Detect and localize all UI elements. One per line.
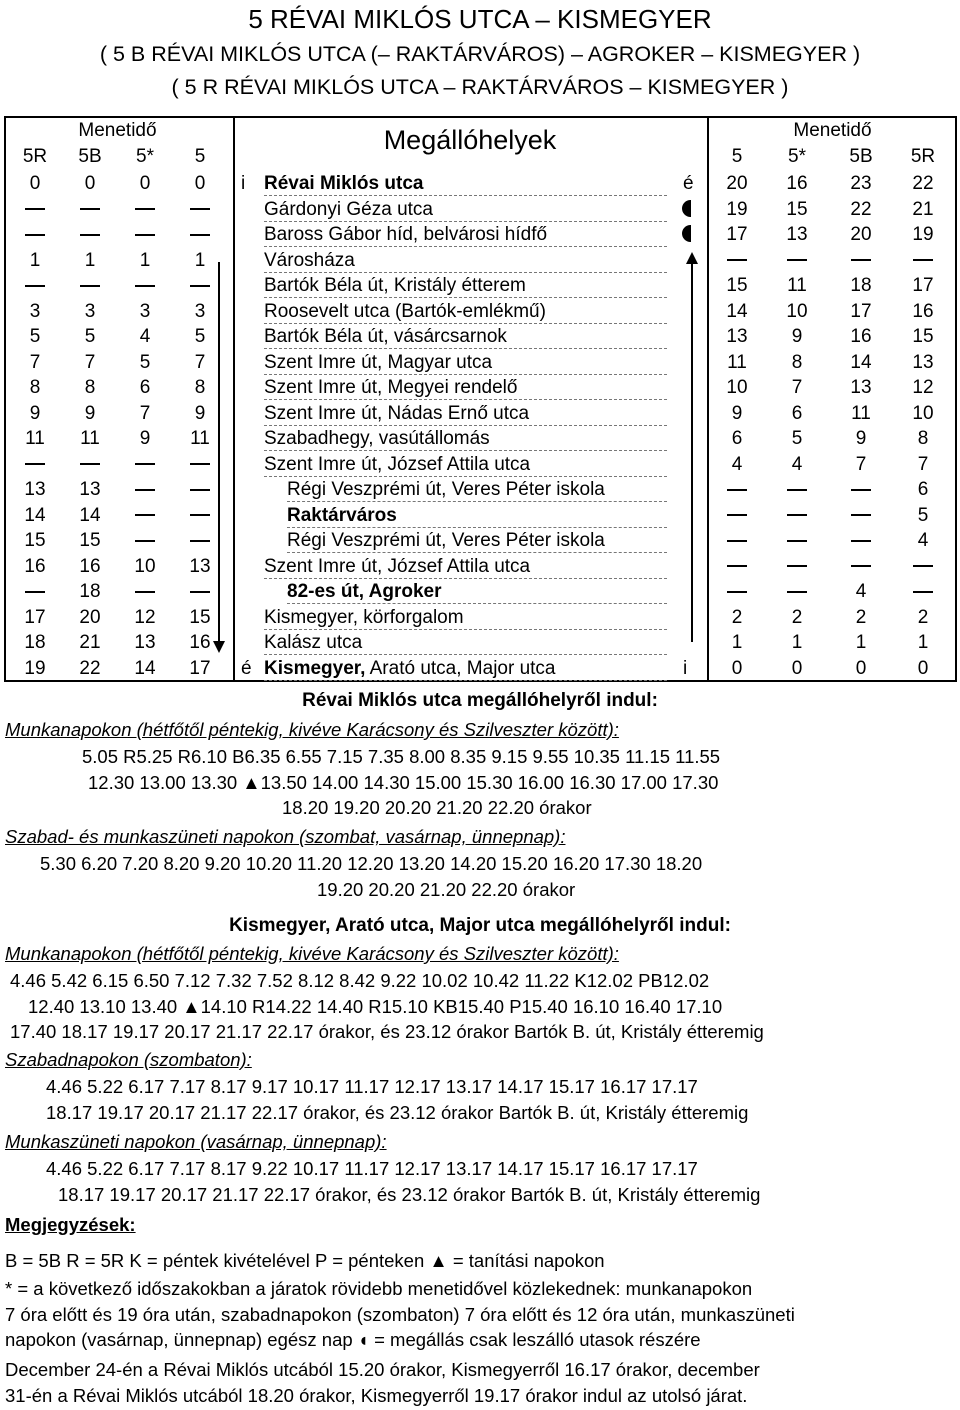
section2-weekday-label: Munkanapokon (hétfőtől péntekig, kivéve Karácsony és Szilveszter között): bbox=[5, 943, 619, 964]
table-top-border bbox=[4, 116, 957, 118]
row-cell-right bbox=[898, 250, 948, 272]
row-cell-left: 9 bbox=[194, 402, 206, 424]
stop-name: Régi Veszprémi út, Veres Péter iskola bbox=[287, 479, 605, 500]
stop-name: Szabadhegy, vasútállomás bbox=[264, 428, 490, 449]
time-line: 5.05 R5.25 R6.10 B6.35 6.55 7.15 7.35 8.00 8.35 9.15 9.55 10.35 11.15 11.55 bbox=[82, 746, 721, 767]
row-cell-right: 16 bbox=[912, 300, 934, 322]
time-line: napokon (vasárnap, ünnepnap) egész nap ◖ = megállás csak leszálló utasok részére bbox=[5, 1329, 701, 1350]
row-cell-left: 20 bbox=[79, 606, 101, 628]
row-cell-left: 11 bbox=[80, 428, 100, 449]
row-cell-right: 4 bbox=[731, 453, 743, 475]
header-col-left: 5 bbox=[194, 146, 206, 167]
stop-name: Városháza bbox=[264, 249, 355, 271]
row-cell-left: 11 bbox=[190, 428, 210, 449]
stop-leader-line bbox=[264, 399, 667, 400]
stop-leader-line bbox=[264, 221, 667, 222]
row-cell-right: 21 bbox=[912, 198, 934, 220]
stop-leader-line bbox=[264, 450, 667, 451]
time-line: December 24-én a Révai Miklós utcából 15.20 órakor, Kismegyerről 16.17 órakor, december bbox=[5, 1359, 760, 1380]
subtitle-5r: ( 5 R RÉVAI MIKLÓS UTCA – RAKTÁRVÁROS – KISMEGYER ) bbox=[171, 75, 789, 99]
stop-name: Kismegyer, Arató utca, Major utca bbox=[264, 657, 556, 679]
section1-heading: Révai Miklós utca megállóhelyről indul: bbox=[302, 690, 658, 711]
row-cell-left: 8 bbox=[194, 377, 206, 398]
row-cell-left: 13 bbox=[24, 479, 46, 500]
row-cell-left bbox=[65, 275, 115, 297]
stop-name: Szent Imre út, Magyar utca bbox=[264, 351, 493, 373]
direction-marker-left: é bbox=[241, 657, 252, 679]
row-cell-right bbox=[712, 505, 762, 527]
stop-name: Szent Imre út, Megyei rendelő bbox=[264, 377, 518, 398]
header-menetido-left: Menetidő bbox=[78, 120, 157, 141]
row-cell-left: 7 bbox=[139, 402, 151, 424]
row-cell-right: 5 bbox=[791, 428, 803, 449]
row-cell-right: 1 bbox=[791, 632, 803, 653]
row-cell-left: 3 bbox=[139, 300, 151, 322]
row-cell-right: 22 bbox=[850, 198, 872, 220]
row-cell-left bbox=[10, 199, 60, 221]
row-cell-right: 17 bbox=[726, 224, 748, 245]
row-cell-right: 14 bbox=[726, 300, 748, 322]
row-cell-right: 0 bbox=[855, 657, 867, 679]
row-cell-left: 15 bbox=[79, 530, 101, 551]
row-cell-left: 16 bbox=[79, 555, 101, 577]
row-cell-right: 6 bbox=[791, 402, 803, 424]
stop-leader-line bbox=[264, 272, 667, 273]
stop-leader-line bbox=[287, 527, 667, 528]
row-cell-right: 13 bbox=[912, 351, 934, 373]
arrow-down-icon bbox=[213, 641, 225, 653]
direction-marker-left: i bbox=[241, 173, 246, 194]
direction-marker-right: i bbox=[683, 657, 688, 679]
row-cell-right bbox=[898, 556, 948, 578]
row-cell-left: 18 bbox=[79, 581, 101, 602]
row-cell-right: 11 bbox=[787, 275, 807, 296]
row-cell-right bbox=[836, 556, 886, 578]
stop-name: Szent Imre út, József Attila utca bbox=[264, 453, 531, 475]
time-line: 4.46 5.22 6.17 7.17 8.17 9.22 10.17 11.17 12.17 13.17 14.17 15.17 16.17 17.17 bbox=[46, 1158, 698, 1179]
row-cell-left: 14 bbox=[79, 504, 101, 526]
alight-only-icon bbox=[682, 224, 691, 246]
time-line: 4.46 5.42 6.15 6.50 7.12 7.32 7.52 8.12 8.42 9.22 10.02 10.42 11.22 K12.02 PB12.02 bbox=[10, 970, 710, 991]
row-cell-left: 4 bbox=[139, 326, 151, 347]
row-cell-left bbox=[120, 199, 170, 221]
row-cell-right: 10 bbox=[786, 300, 808, 322]
row-cell-right: 14 bbox=[850, 351, 872, 373]
row-cell-left bbox=[65, 224, 115, 246]
direction-arrow-line bbox=[691, 262, 693, 642]
row-cell-left: 13 bbox=[134, 632, 156, 653]
row-cell-right bbox=[772, 250, 822, 272]
header-col-right: 5* bbox=[788, 146, 806, 167]
time-line: 7 óra előtt és 19 óra után, szabadnapokon (szombaton) 7 óra előtt és 12 óra után, munkaszüneti bbox=[5, 1303, 795, 1325]
time-line: 18.17 19.17 20.17 21.17 22.17 órakor, és 23.12 órakor Bartók B. út, Kristály étteremig bbox=[58, 1183, 761, 1205]
row-cell-left: 0 bbox=[84, 173, 96, 194]
time-line: 18.20 19.20 20.20 21.20 22.20 órakor bbox=[282, 797, 592, 818]
row-cell-right: 15 bbox=[786, 198, 808, 220]
stop-leader-line bbox=[287, 552, 667, 553]
header-menetido-right: Menetidő bbox=[793, 120, 872, 141]
stop-name: Szent Imre út, József Attila utca bbox=[264, 555, 531, 577]
stop-leader-line bbox=[264, 476, 667, 477]
row-cell-left: 3 bbox=[194, 300, 206, 322]
row-cell-left: 3 bbox=[29, 300, 41, 322]
row-cell-left: 1 bbox=[84, 249, 96, 271]
section2-heading: Kismegyer, Arató utca, Major utca megállóhelyről indul: bbox=[229, 915, 731, 936]
row-cell-left: 8 bbox=[84, 377, 96, 398]
time-line: 18.17 19.17 20.17 21.17 22.17 órakor, és 23.12 órakor Bartók B. út, Kristály étteremig bbox=[46, 1101, 749, 1123]
row-cell-right: 20 bbox=[850, 224, 872, 245]
table-divider-left bbox=[233, 116, 235, 682]
row-cell-right: 9 bbox=[731, 402, 743, 424]
row-cell-right: 2 bbox=[917, 606, 929, 628]
row-cell-right: 11 bbox=[851, 402, 871, 424]
row-cell-right bbox=[836, 530, 886, 552]
row-cell-left bbox=[120, 275, 170, 297]
row-cell-right: 11 bbox=[727, 351, 747, 373]
stop-leader-line bbox=[264, 425, 667, 426]
stop-leader-line bbox=[264, 578, 667, 579]
row-cell-right: 4 bbox=[855, 581, 867, 602]
row-cell-left: 13 bbox=[189, 555, 211, 577]
row-cell-right bbox=[898, 581, 948, 603]
row-cell-left bbox=[120, 454, 170, 476]
row-cell-left bbox=[120, 224, 170, 246]
row-cell-right: 7 bbox=[791, 377, 803, 398]
row-cell-right bbox=[836, 479, 886, 501]
stop-name: Bartók Béla út, vásárcsarnok bbox=[264, 326, 507, 347]
time-line: * = a következő időszakokban a járatok rövidebb menetidővel közlekednek: munkanapokon bbox=[5, 1278, 753, 1299]
row-cell-right: 1 bbox=[855, 632, 867, 653]
table-left-border bbox=[4, 116, 6, 682]
stop-name: Bartók Béla út, Kristály étterem bbox=[264, 275, 526, 296]
stop-name: Kismegyer, körforgalom bbox=[264, 606, 464, 628]
stop-name: Raktárváros bbox=[287, 504, 397, 526]
subtitle-5b: ( 5 B RÉVAI MIKLÓS UTCA (– RAKTÁRVÁROS) – AGROKER – KISMEGYER ) bbox=[99, 42, 861, 66]
row-cell-right bbox=[712, 556, 762, 578]
stop-leader-line bbox=[287, 501, 667, 502]
table-right-border bbox=[955, 116, 957, 682]
time-line: 12.40 13.10 13.40 ▲14.10 R14.22 14.40 R15.10 KB15.40 P15.40 16.10 16.40 17.10 bbox=[28, 995, 723, 1017]
row-cell-left: 14 bbox=[24, 504, 46, 526]
section1-holiday-label: Szabad- és munkaszüneti napokon (szombat, vasárnap, ünnepnap): bbox=[5, 826, 566, 847]
row-cell-left: 5 bbox=[84, 326, 96, 347]
row-cell-right bbox=[836, 250, 886, 272]
row-cell-left: 15 bbox=[189, 606, 211, 628]
stop-leader-line bbox=[264, 297, 667, 298]
row-cell-left: 1 bbox=[194, 249, 206, 271]
row-cell-right bbox=[772, 556, 822, 578]
header-col-right: 5B bbox=[849, 146, 873, 167]
direction-arrow-line-left bbox=[218, 262, 220, 644]
row-cell-right: 2 bbox=[791, 606, 803, 628]
row-cell-left: 0 bbox=[194, 173, 206, 194]
arrow-up-icon bbox=[686, 252, 698, 264]
row-cell-right: 9 bbox=[791, 326, 803, 347]
time-line: 12.30 13.00 13.30 ▲13.50 14.00 14.30 15.00 15.30 16.00 16.30 17.00 17.30 bbox=[88, 771, 719, 793]
row-cell-left bbox=[10, 454, 60, 476]
row-cell-left: 8 bbox=[29, 377, 41, 398]
header-col-right: 5R bbox=[910, 146, 936, 167]
direction-marker-right: é bbox=[683, 173, 694, 194]
row-cell-right bbox=[836, 505, 886, 527]
stop-leader-line bbox=[264, 323, 667, 324]
time-line: 4.46 5.22 6.17 7.17 8.17 9.17 10.17 11.17 12.17 13.17 14.17 15.17 16.17 17.17 bbox=[46, 1076, 698, 1097]
row-cell-left bbox=[10, 275, 60, 297]
row-cell-left: 6 bbox=[139, 377, 151, 398]
row-cell-right: 12 bbox=[912, 377, 934, 398]
header-col-left: 5* bbox=[136, 146, 154, 167]
row-cell-left bbox=[175, 199, 225, 221]
row-cell-right: 23 bbox=[850, 173, 872, 194]
row-cell-left: 16 bbox=[189, 632, 211, 653]
row-cell-right: 17 bbox=[850, 300, 872, 322]
row-cell-left: 14 bbox=[134, 657, 156, 679]
row-cell-right: 20 bbox=[726, 173, 748, 194]
row-cell-right bbox=[712, 581, 762, 603]
row-cell-left: 15 bbox=[24, 530, 46, 551]
stop-name: Baross Gábor híd, belvárosi hídfő bbox=[264, 224, 548, 245]
row-cell-right: 1 bbox=[917, 632, 929, 653]
row-cell-left: 11 bbox=[25, 428, 45, 449]
row-cell-left: 9 bbox=[84, 402, 96, 424]
row-cell-right: 2 bbox=[731, 606, 743, 628]
row-cell-right: 15 bbox=[726, 275, 748, 296]
section2-saturday-label: Szabadnapokon (szombaton): bbox=[5, 1049, 252, 1070]
row-cell-right: 8 bbox=[791, 351, 803, 373]
row-cell-right bbox=[712, 250, 762, 272]
row-cell-left: 17 bbox=[189, 657, 211, 679]
notes-heading: Megjegyzések: bbox=[5, 1214, 136, 1235]
stop-leader-line bbox=[264, 680, 667, 681]
row-cell-right: 7 bbox=[917, 453, 929, 475]
row-cell-left bbox=[120, 479, 170, 501]
row-cell-right: 13 bbox=[850, 377, 872, 398]
row-cell-right: 16 bbox=[786, 173, 808, 194]
row-cell-left: 5 bbox=[194, 326, 206, 347]
row-cell-left: 9 bbox=[139, 428, 151, 449]
row-cell-right: 22 bbox=[912, 173, 934, 194]
row-cell-right: 1 bbox=[731, 632, 743, 653]
row-cell-left bbox=[65, 199, 115, 221]
time-line: 17.40 18.17 19.17 20.17 21.17 22.17 órakor, és 23.12 órakor Bartók B. út, Kristály étteremig bbox=[10, 1021, 764, 1042]
row-cell-left: 12 bbox=[134, 606, 156, 628]
stop-name: Gárdonyi Géza utca bbox=[264, 198, 433, 220]
row-cell-right: 6 bbox=[917, 479, 929, 500]
row-cell-right: 19 bbox=[912, 224, 934, 245]
row-cell-right: 13 bbox=[726, 326, 748, 347]
row-cell-left: 13 bbox=[79, 479, 101, 500]
row-cell-right: 0 bbox=[917, 657, 929, 679]
row-cell-left: 10 bbox=[134, 555, 156, 577]
row-cell-left: 21 bbox=[79, 632, 101, 653]
row-cell-right bbox=[772, 479, 822, 501]
stop-leader-line bbox=[264, 246, 667, 247]
time-line: 5.30 6.20 7.20 8.20 9.20 10.20 11.20 12.20 13.20 14.20 15.20 16.20 17.30 18.20 bbox=[40, 853, 703, 874]
row-cell-left: 5 bbox=[139, 351, 151, 373]
notes-legend: B = 5B R = 5R K = péntek kivételével P = pénteken ▲ = tanítási napokon bbox=[5, 1250, 605, 1271]
row-cell-right: 13 bbox=[786, 224, 808, 245]
stop-leader-line bbox=[264, 348, 667, 349]
header-col-left: 5B bbox=[78, 146, 102, 167]
stop-name: Révai Miklós utca bbox=[264, 173, 424, 194]
row-cell-left: 17 bbox=[24, 606, 46, 628]
row-cell-right bbox=[712, 479, 762, 501]
row-cell-left: 9 bbox=[29, 402, 41, 424]
row-cell-left: 7 bbox=[84, 351, 96, 373]
alight-only-icon bbox=[682, 199, 691, 221]
row-cell-right: 7 bbox=[855, 453, 867, 475]
section1-weekday-label: Munkanapokon (hétfőtől péntekig, kivéve Karácsony és Szilveszter között): bbox=[5, 719, 619, 740]
row-cell-left: 1 bbox=[29, 249, 41, 271]
row-cell-left: 22 bbox=[79, 657, 101, 679]
stop-name: 82-es út, Agroker bbox=[287, 581, 442, 602]
row-cell-left bbox=[175, 224, 225, 246]
row-cell-right: 9 bbox=[855, 428, 867, 449]
row-cell-right bbox=[712, 530, 762, 552]
row-cell-right bbox=[772, 581, 822, 603]
stop-leader-line bbox=[264, 195, 667, 196]
row-cell-right: 0 bbox=[791, 657, 803, 679]
stop-leader-line bbox=[287, 603, 667, 604]
row-cell-right: 5 bbox=[917, 504, 929, 526]
row-cell-left bbox=[10, 224, 60, 246]
stop-name: Roosevelt utca (Bartók-emlékmű) bbox=[264, 300, 546, 322]
row-cell-left: 7 bbox=[194, 351, 206, 373]
header-col-left: 5R bbox=[22, 146, 48, 167]
stop-name: Kalász utca bbox=[264, 632, 363, 653]
row-cell-left: 18 bbox=[24, 632, 46, 653]
row-cell-right: 4 bbox=[917, 530, 929, 551]
row-cell-left: 19 bbox=[24, 657, 46, 679]
row-cell-right: 2 bbox=[855, 606, 867, 628]
row-cell-left bbox=[65, 454, 115, 476]
row-cell-right: 19 bbox=[726, 198, 748, 220]
row-cell-right: 6 bbox=[731, 428, 743, 449]
table-divider-right bbox=[707, 116, 709, 682]
row-cell-right: 10 bbox=[726, 377, 748, 398]
row-cell-left bbox=[120, 581, 170, 603]
row-cell-right: 15 bbox=[912, 326, 934, 347]
row-cell-left: 7 bbox=[29, 351, 41, 373]
row-cell-left: 1 bbox=[139, 249, 151, 271]
header-col-right: 5 bbox=[731, 146, 743, 167]
page-title: 5 RÉVAI MIKLÓS UTCA – KISMEGYER bbox=[248, 4, 712, 34]
row-cell-right bbox=[772, 530, 822, 552]
row-cell-right bbox=[772, 505, 822, 527]
time-line: 31-én a Révai Miklós utcából 18.20 órakor, Kismegyerről 19.17 órakor indul az utolsó járat. bbox=[5, 1384, 748, 1406]
row-cell-left bbox=[120, 530, 170, 552]
row-cell-right: 18 bbox=[850, 275, 872, 296]
row-cell-right: 10 bbox=[912, 402, 934, 424]
stop-leader-line bbox=[264, 654, 667, 655]
row-cell-left: 0 bbox=[139, 173, 151, 194]
stop-name: Régi Veszprémi út, Veres Péter iskola bbox=[287, 530, 605, 551]
row-cell-left: 3 bbox=[84, 300, 96, 322]
row-cell-left: 16 bbox=[24, 555, 46, 577]
row-cell-right: 17 bbox=[912, 275, 934, 296]
row-cell-left bbox=[120, 505, 170, 527]
time-line: 19.20 20.20 21.20 22.20 órakor bbox=[317, 878, 576, 900]
header-megallohelyek: Megállóhelyek bbox=[383, 125, 557, 155]
row-cell-right: 8 bbox=[917, 428, 929, 449]
stop-leader-line bbox=[264, 629, 667, 630]
row-cell-left: 5 bbox=[29, 326, 41, 347]
row-cell-left bbox=[10, 581, 60, 603]
row-cell-right: 16 bbox=[850, 326, 872, 347]
row-cell-right: 0 bbox=[731, 657, 743, 679]
section2-sunday-label: Munkaszüneti napokon (vasárnap, ünnepnap): bbox=[5, 1131, 387, 1152]
row-cell-right: 4 bbox=[791, 453, 803, 475]
stop-name: Szent Imre út, Nádas Ernő utca bbox=[264, 402, 530, 424]
row-cell-left: 0 bbox=[29, 173, 41, 194]
stop-leader-line bbox=[264, 374, 667, 375]
